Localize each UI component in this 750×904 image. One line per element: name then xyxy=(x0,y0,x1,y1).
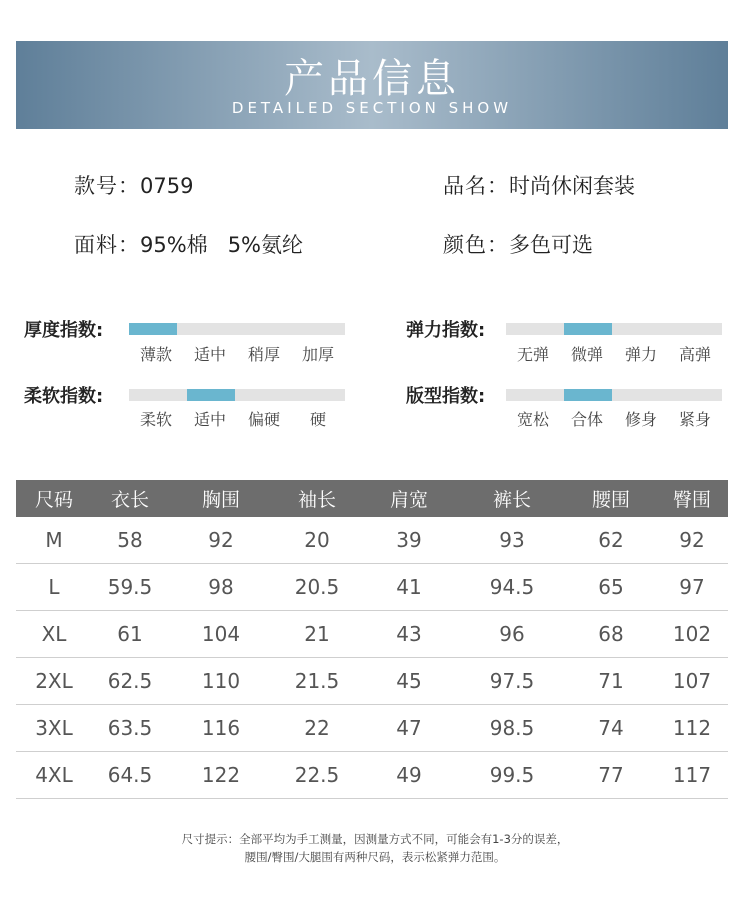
index-option: 适中 xyxy=(193,345,226,364)
table-cell: 104 xyxy=(201,622,241,646)
table-cell: 97 xyxy=(679,575,705,599)
table-row xyxy=(16,752,728,799)
table-cell: 97.5 xyxy=(489,669,535,693)
softness-index-bar xyxy=(129,389,345,401)
table-cell: 41 xyxy=(396,575,422,599)
table-cell: 64.5 xyxy=(107,763,153,787)
header-cell: 胸围 xyxy=(201,489,240,511)
table-cell: 92 xyxy=(208,528,234,552)
index-option: 紧身 xyxy=(678,410,711,429)
thickness-index-options xyxy=(129,342,345,365)
table-cell: 65 xyxy=(598,575,624,599)
table-cell: 99.5 xyxy=(489,763,535,787)
fit-index-options xyxy=(506,407,722,430)
style-number-label: 款号： xyxy=(74,174,140,198)
table-cell: 61 xyxy=(117,622,143,646)
index-option: 柔软 xyxy=(139,410,172,429)
fabric-value: 95%棉 5%氨纶 xyxy=(140,233,304,257)
table-cell: 47 xyxy=(396,716,422,740)
index-option: 稍厚 xyxy=(247,345,280,364)
elasticity-index-fill xyxy=(564,323,612,335)
table-cell: 107 xyxy=(672,669,712,693)
index-option: 弹力 xyxy=(624,345,657,364)
table-row xyxy=(16,705,728,752)
size-table-body xyxy=(16,517,728,799)
table-row xyxy=(16,658,728,705)
table-row xyxy=(16,611,728,658)
table-cell: 68 xyxy=(598,622,624,646)
table-cell: 2XL xyxy=(35,669,73,693)
index-option: 高弹 xyxy=(678,345,711,364)
table-cell: 20 xyxy=(304,528,330,552)
header-cell: 尺码 xyxy=(34,489,73,511)
product-name-value: 时尚休闲套装 xyxy=(509,174,635,198)
table-cell: 62 xyxy=(598,528,624,552)
table-cell: 77 xyxy=(598,763,624,787)
color-value: 多色可选 xyxy=(509,233,593,257)
table-cell: 94.5 xyxy=(489,575,535,599)
thickness-index-bar xyxy=(129,323,345,335)
elasticity-index-options xyxy=(506,342,722,365)
fabric xyxy=(74,229,303,259)
index-option: 无弹 xyxy=(516,345,549,364)
table-cell: 45 xyxy=(396,669,422,693)
softness-index-label: 柔软指数: xyxy=(24,386,104,407)
table-cell: 22 xyxy=(304,716,330,740)
page-subtitle: DETAILED SECTION SHOW xyxy=(231,99,513,117)
product-name-label: 品名： xyxy=(443,174,509,198)
fit-index-fill xyxy=(564,389,612,401)
table-cell: 21.5 xyxy=(294,669,340,693)
table-cell: 93 xyxy=(499,528,525,552)
elasticity-index-label: 弹力指数: xyxy=(406,320,486,341)
table-cell: 39 xyxy=(396,528,422,552)
size-table-header xyxy=(16,480,728,517)
index-option: 加厚 xyxy=(301,345,334,364)
table-row xyxy=(16,564,728,611)
table-cell: 92 xyxy=(679,528,705,552)
table-cell: 96 xyxy=(499,622,525,646)
table-cell: 58 xyxy=(117,528,143,552)
table-cell: 117 xyxy=(672,763,712,787)
header-cell: 臀围 xyxy=(672,489,711,511)
table-cell: 21 xyxy=(304,622,330,646)
table-cell: 43 xyxy=(396,622,422,646)
table-cell: 22.5 xyxy=(294,763,340,787)
table-cell: M xyxy=(45,528,63,552)
table-row xyxy=(16,517,728,564)
table-cell: 122 xyxy=(201,763,241,787)
header-cell: 裤长 xyxy=(492,489,531,511)
style-number-value: 0759 xyxy=(140,174,194,198)
index-option: 合体 xyxy=(570,410,603,429)
thickness-index-fill xyxy=(129,323,177,335)
header-banner xyxy=(16,41,728,129)
size-table xyxy=(16,480,728,799)
table-cell: 20.5 xyxy=(294,575,340,599)
table-cell: 63.5 xyxy=(107,716,153,740)
table-cell: 59.5 xyxy=(107,575,153,599)
table-cell: 110 xyxy=(201,669,241,693)
index-option: 微弹 xyxy=(570,345,603,364)
table-cell: 49 xyxy=(396,763,422,787)
index-option: 修身 xyxy=(624,410,657,429)
table-cell: 3XL xyxy=(35,716,73,740)
size-note-line-2: 腰围/臀围/大腿围有两种尺码，表示松紧弹力范围。 xyxy=(244,850,506,864)
table-cell: 74 xyxy=(598,716,624,740)
style-number xyxy=(74,170,193,200)
header-cell: 袖长 xyxy=(297,489,336,511)
table-cell: XL xyxy=(41,622,67,646)
index-option: 偏硬 xyxy=(247,410,280,429)
table-cell: 102 xyxy=(672,622,712,646)
table-cell: L xyxy=(48,575,60,599)
page-title: 产品信息 xyxy=(284,56,460,102)
table-cell: 98 xyxy=(208,575,234,599)
table-cell: 71 xyxy=(598,669,624,693)
softness-index-fill xyxy=(187,389,235,401)
fabric-label: 面料： xyxy=(74,233,140,257)
table-cell: 4XL xyxy=(35,763,73,787)
header-cell: 肩宽 xyxy=(389,489,428,511)
table-cell: 116 xyxy=(201,716,241,740)
softness-index-options xyxy=(129,407,345,430)
index-option: 适中 xyxy=(193,410,226,429)
fit-index-label: 版型指数: xyxy=(406,386,486,407)
header-cell: 衣长 xyxy=(110,489,149,511)
header-cell: 腰围 xyxy=(591,489,630,511)
index-option: 宽松 xyxy=(516,410,549,429)
table-cell: 62.5 xyxy=(107,669,153,693)
elasticity-index-bar xyxy=(506,323,722,335)
fit-index-bar xyxy=(506,389,722,401)
thickness-index-label: 厚度指数: xyxy=(24,320,104,341)
product-name xyxy=(443,170,635,200)
index-option: 薄款 xyxy=(139,345,172,364)
table-cell: 98.5 xyxy=(489,716,535,740)
color xyxy=(443,229,593,259)
color-label: 颜色： xyxy=(443,233,509,257)
size-note-line-1: 尺寸提示：全部平均为手工测量，因测量方式不同，可能会有1-3分的误差， xyxy=(181,832,569,846)
index-option: 硬 xyxy=(309,410,326,429)
table-cell: 112 xyxy=(672,716,712,740)
